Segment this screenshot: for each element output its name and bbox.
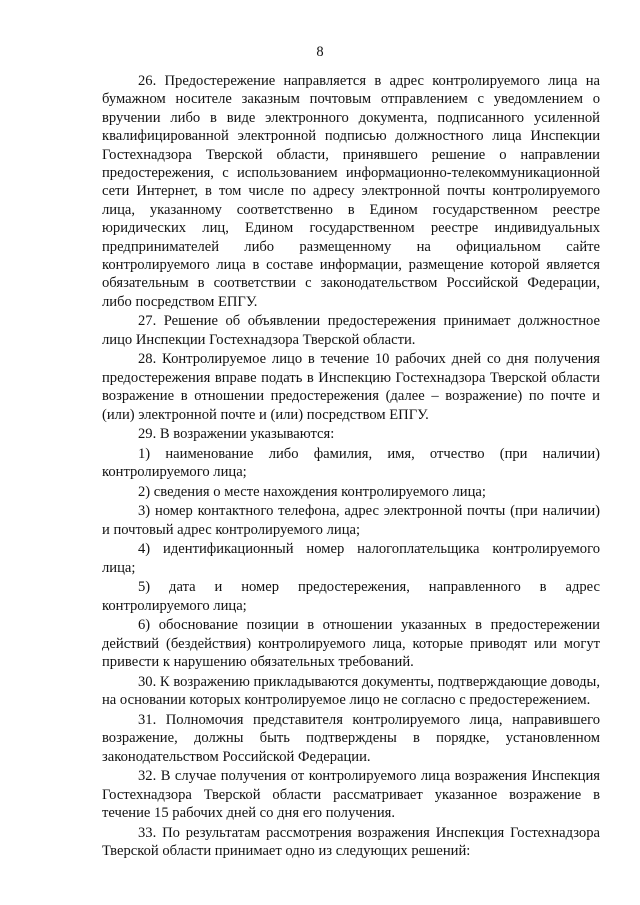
page-number: 8 <box>316 44 324 60</box>
list-item-5: 5) дата и номер предостережения, направленного в адрес контролируемого лица; <box>102 579 600 614</box>
paragraph-30: 30. К возражению прикладываются документы, подтверждающие доводы, на основании которых контролируемое лицо не согласно с предостережением. <box>102 673 600 709</box>
list-item-1: 1) наименование либо фамилия, имя, отчество (при наличии) контролируемого лица; <box>102 445 600 481</box>
list-item-2: 2) сведения о месте нахождения контролируемого лица; <box>138 483 486 500</box>
paragraph-28: 28. Контролируемое лицо в течение 10 рабочих дней со дня получения предостережения вправе подать в Инспекцию Гостехнадзора Тверской области возражение в отношении предостережения (далее – возражение) по почте и (или) электронной почте и (или) посредством ЕПГУ. <box>102 351 600 423</box>
paragraph-31: 31. Полномочия представителя контролируемого лица, направившего возражение, должны быть подтверждены в порядке, установленном законодательством Российской Федерации. <box>102 711 600 765</box>
list-item-4: 4) идентификационный номер налогоплательщика контролируемого лица; <box>102 541 600 576</box>
list-item-3: 3) номер контактного телефона, адрес электронной почты (при наличии) и почтовый адрес контролируемого лица; <box>102 503 600 538</box>
document-body <box>102 72 600 862</box>
paragraph-26: 26. Предостережение направляется в адрес контролируемого лица на бумажном носителе заказным почтовым отправлением с уведомлением о вручении либо в виде электронного документа, подписанного усиленной квалифицированной электронной подписью должностного лица Инспекции Гостехнадзора Тверской области, принявшего решение о направлении предостережения, с использованием информационно-телекоммуникационной сети Интернет, в том числе по адресу электронной почты контролируемого лица, указанному соответственно в Едином государственном реестре юридических лиц, Едином государственном реестре индивидуальных предпринимателей либо размещенному на официальном сайте контролируемого лица в составе информации, размещение которой является обязательным в соответствии с законодательством Российской Федерации, либо посредством ЕПГУ. <box>102 73 600 310</box>
paragraph-29: 29. В возражении указываются: <box>138 426 335 443</box>
paragraph-32: 32. В случае получения от контролируемого лица возражения Инспекция Гостехнадзора Тверской области рассматривает указанное возражение в течение 15 рабочих дней со дня его получения. <box>102 768 600 822</box>
list-item-6: 6) обоснование позиции в отношении указанных в предостережении действий (бездействия) контролируемого лица, которые приводят или могут привести к нарушению обязательных требований. <box>102 617 600 671</box>
paragraph-33: 33. По результатам рассмотрения возражения Инспекция Гостехнадзора Тверской области принимает одно из следующих решений: <box>102 824 600 860</box>
paragraph-27: 27. Решение об объявлении предостережения принимает должностное лицо Инспекции Гостехнадзора Тверской области. <box>102 313 600 348</box>
